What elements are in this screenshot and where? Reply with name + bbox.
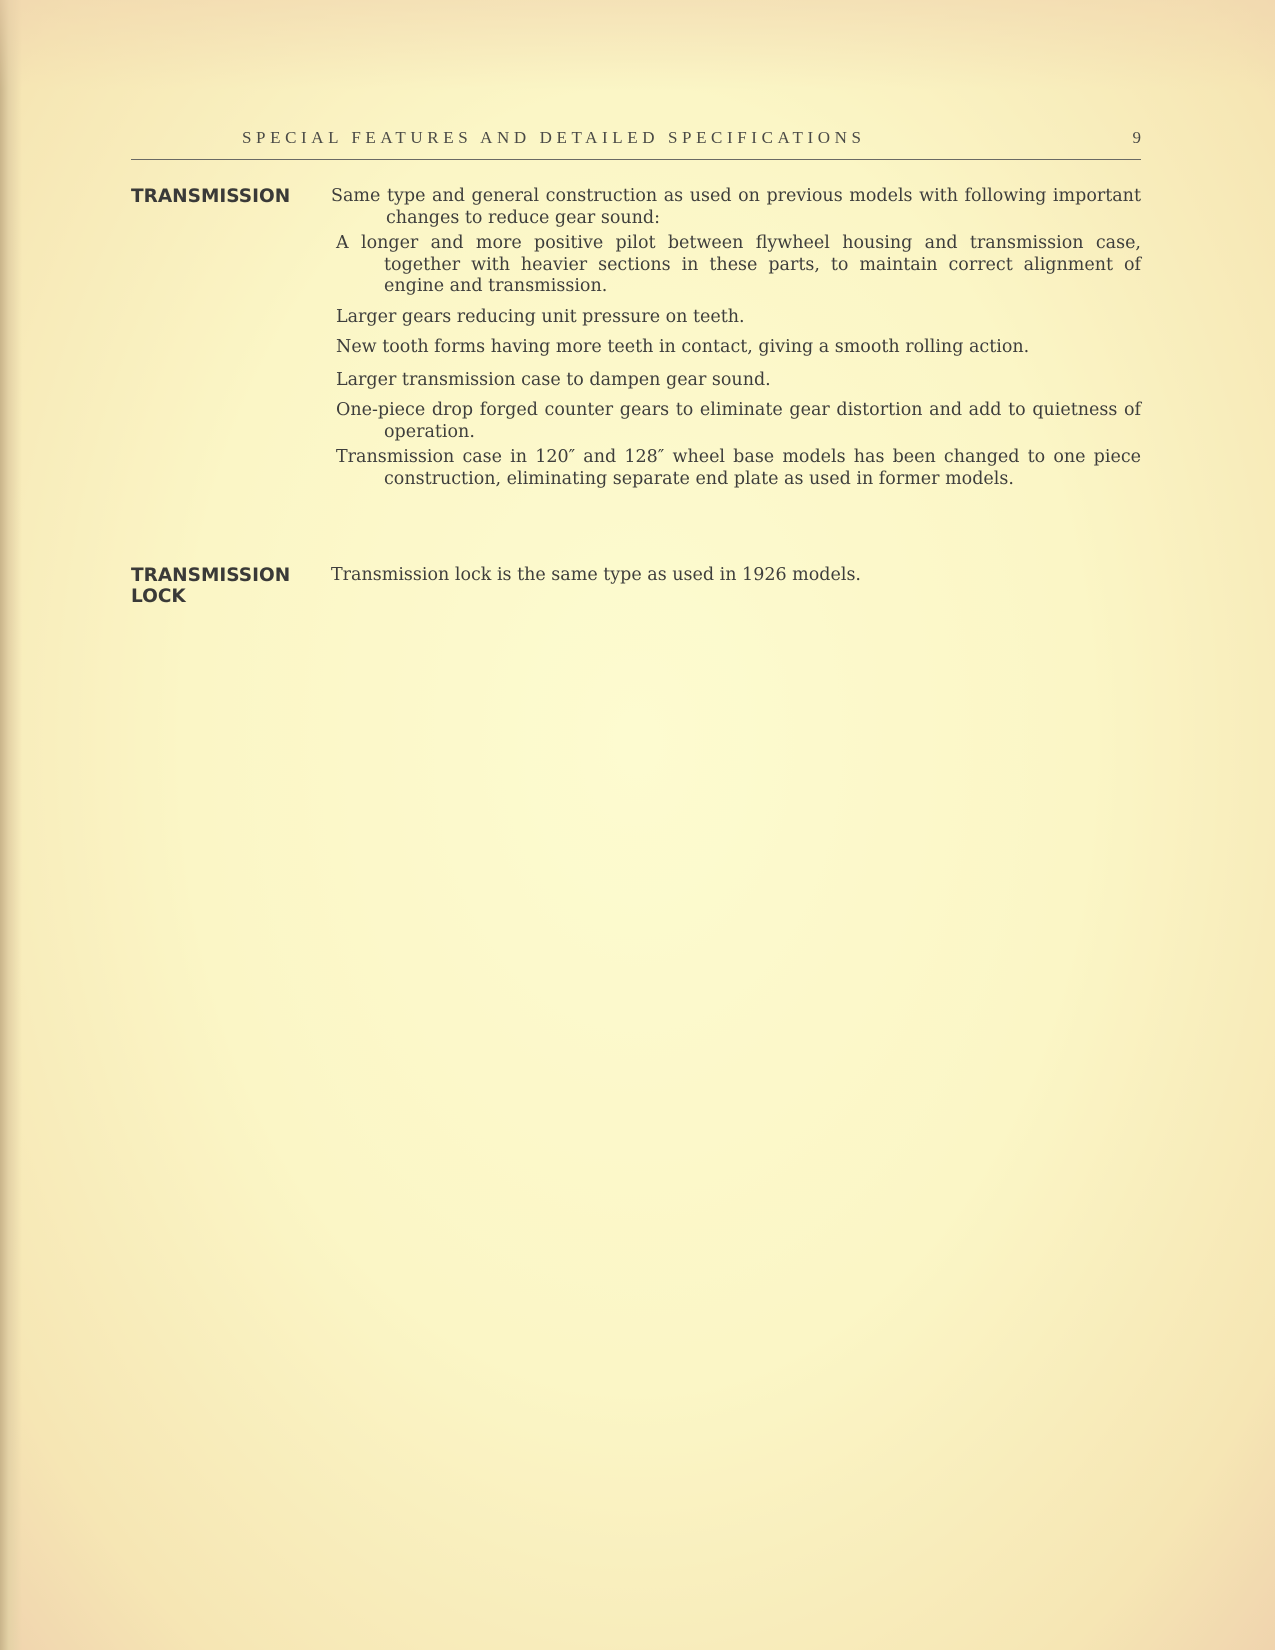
page-number: 9: [1132, 128, 1141, 147]
page-binding-edge: [0, 0, 22, 1650]
section-text: Transmission lock is the same type as used in 1926 models.: [331, 565, 861, 585]
section-label: [131, 565, 290, 607]
section-label-line2: LOCK: [131, 586, 186, 607]
section-label: TRANSMISSION: [131, 186, 291, 207]
section-content: [331, 565, 1141, 587]
list-item: New tooth forms having more teeth in contact, giving a smooth rolling action.: [336, 337, 1030, 357]
list-item: One-piece drop forged counter gears to eliminate gear distortion and add to quietness of operation.: [336, 400, 1141, 442]
list-item: Larger gears reducing unit pressure on teeth.: [336, 306, 745, 327]
header-rule: [131, 159, 1141, 160]
list-item: A longer and more positive pilot between flywheel housing and transmission case, together with heavier sections in these parts, to maintain correct alignment of engine and transmission.: [336, 233, 1141, 296]
list-item: Larger transmission case to dampen gear sound.: [336, 369, 771, 390]
section-intro: Same type and general construction as used on previous models with following important changes to reduce gear sound:: [331, 186, 1141, 228]
section-content: [331, 186, 1141, 490]
header-title: SPECIAL FEATURES AND DETAILED SPECIFICATIONS: [242, 128, 866, 147]
section-label-line1: TRANSMISSION: [131, 565, 291, 586]
page-top-tint: [0, 0, 1275, 90]
list-item: Transmission case in 120″ and 128″ wheel base models has been changed to one piece construction, eliminating separate end plate as used in former models.: [336, 447, 1141, 489]
running-header: [131, 128, 1141, 154]
